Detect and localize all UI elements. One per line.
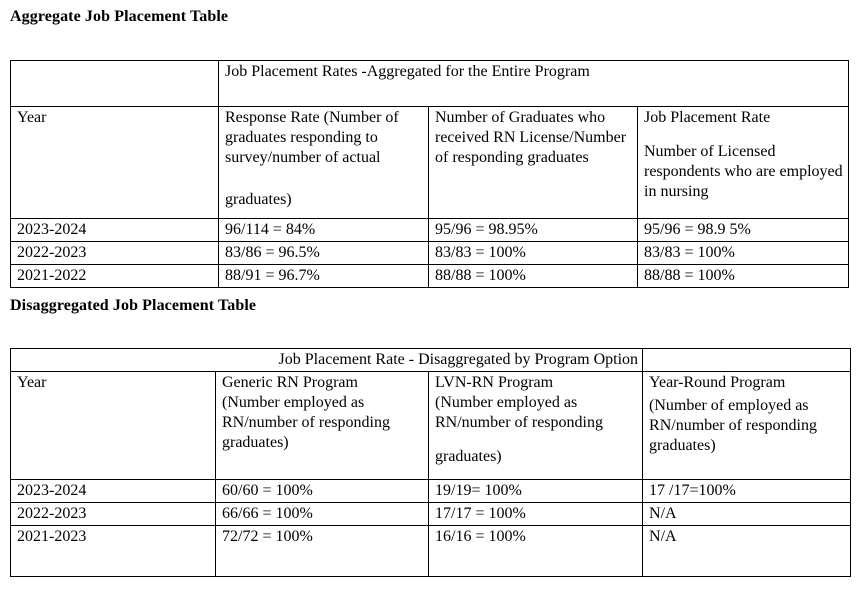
generic-rn-cell: 66/66 = 100% [216, 503, 429, 526]
year-round-cell: 17 /17=100% [643, 480, 851, 503]
disaggregated-header-generic-rn-text2: (Number employed as RN/number of responding graduates) [222, 394, 390, 451]
disaggregated-header-row [11, 372, 851, 480]
disaggregated-header-year: Year [11, 372, 216, 480]
aggregate-row-2022-2023 [11, 242, 849, 265]
aggregate-header-response-rate [219, 107, 429, 219]
aggregate-span-row [11, 61, 849, 107]
placement-rate-cell: 95/96 = 98.9 5% [638, 219, 849, 242]
disaggregated-span-header: Job Placement Rate - Disaggregated by Program Option [11, 349, 643, 372]
year-round-cell: N/A [643, 503, 851, 526]
disaggregated-row-2023-2024 [11, 480, 851, 503]
disaggregated-table-title: Disaggregated Job Placement Table [10, 297, 257, 314]
placement-rate-cell: 83/83 = 100% [638, 242, 849, 265]
lvn-rn-cell: 19/19= 100% [429, 480, 643, 503]
aggregate-header-placement-rate-text: Job Placement Rate [644, 109, 771, 126]
year-cell: 2023-2024 [11, 219, 219, 242]
aggregate-header-rn-license-text: Number of Graduates who received RN License/Number of responding graduates [435, 109, 627, 166]
disaggregated-header-lvn-rn-text: LVN-RN Program [435, 374, 554, 391]
disaggregated-span-empty-cell [643, 349, 851, 372]
response-rate-cell: 96/114 = 84% [219, 219, 429, 242]
aggregate-row-2023-2024 [11, 219, 849, 242]
disaggregated-header-lvn-rn-text2: (Number employed as RN/number of responding [435, 394, 603, 431]
rn-license-cell: 88/88 = 100% [429, 265, 638, 288]
year-round-cell: N/A [643, 526, 851, 577]
rn-license-cell: 83/83 = 100% [429, 242, 638, 265]
aggregate-table [10, 60, 849, 288]
aggregate-span-header: Job Placement Rates -Aggregated for the Entire Program [219, 61, 849, 107]
aggregate-header-row [11, 107, 849, 219]
aggregate-header-placement-rate-text2: Number of Licensed respondents who are employed in nursing [644, 143, 843, 200]
disaggregated-header-lvn-rn-text3: graduates) [435, 448, 502, 465]
lvn-rn-cell: 17/17 = 100% [429, 503, 643, 526]
year-cell: 2021-2022 [11, 265, 219, 288]
aggregate-header-rn-license [429, 107, 638, 219]
generic-rn-cell: 72/72 = 100% [216, 526, 429, 577]
disaggregated-header-lvn-rn [429, 372, 643, 480]
year-cell: 2022-2023 [11, 242, 219, 265]
aggregate-header-placement-rate [638, 107, 849, 219]
year-cell: 2022-2023 [11, 503, 216, 526]
response-rate-cell: 88/91 = 96.7% [219, 265, 429, 288]
disaggregated-header-year-round-text2: (Number of employed as RN/number of responding graduates) [649, 397, 817, 454]
aggregate-table-title: Aggregate Job Placement Table [10, 8, 229, 25]
aggregate-row-2021-2022 [11, 265, 849, 288]
disaggregated-table [10, 348, 851, 577]
year-cell: 2023-2024 [11, 480, 216, 503]
aggregate-header-response-rate-text2: graduates) [225, 191, 292, 208]
rn-license-cell: 95/96 = 98.95% [429, 219, 638, 242]
aggregate-header-response-rate-text: Response Rate (Number of graduates responding to survey/number of actual [225, 109, 399, 166]
generic-rn-cell: 60/60 = 100% [216, 480, 429, 503]
aggregate-span-empty-cell [11, 61, 219, 107]
disaggregated-span-row [11, 349, 851, 372]
disaggregated-header-year-round [643, 372, 851, 480]
disaggregated-header-year-round-text: Year-Round Program [649, 374, 786, 391]
response-rate-cell: 83/86 = 96.5% [219, 242, 429, 265]
disaggregated-row-2022-2023 [11, 503, 851, 526]
disaggregated-header-generic-rn-text: Generic RN Program [222, 374, 358, 391]
disaggregated-header-generic-rn [216, 372, 429, 480]
aggregate-header-year: Year [11, 107, 219, 219]
lvn-rn-cell: 16/16 = 100% [429, 526, 643, 577]
year-cell: 2021-2023 [11, 526, 216, 577]
placement-rate-cell: 88/88 = 100% [638, 265, 849, 288]
disaggregated-row-2021-2023 [11, 526, 851, 577]
